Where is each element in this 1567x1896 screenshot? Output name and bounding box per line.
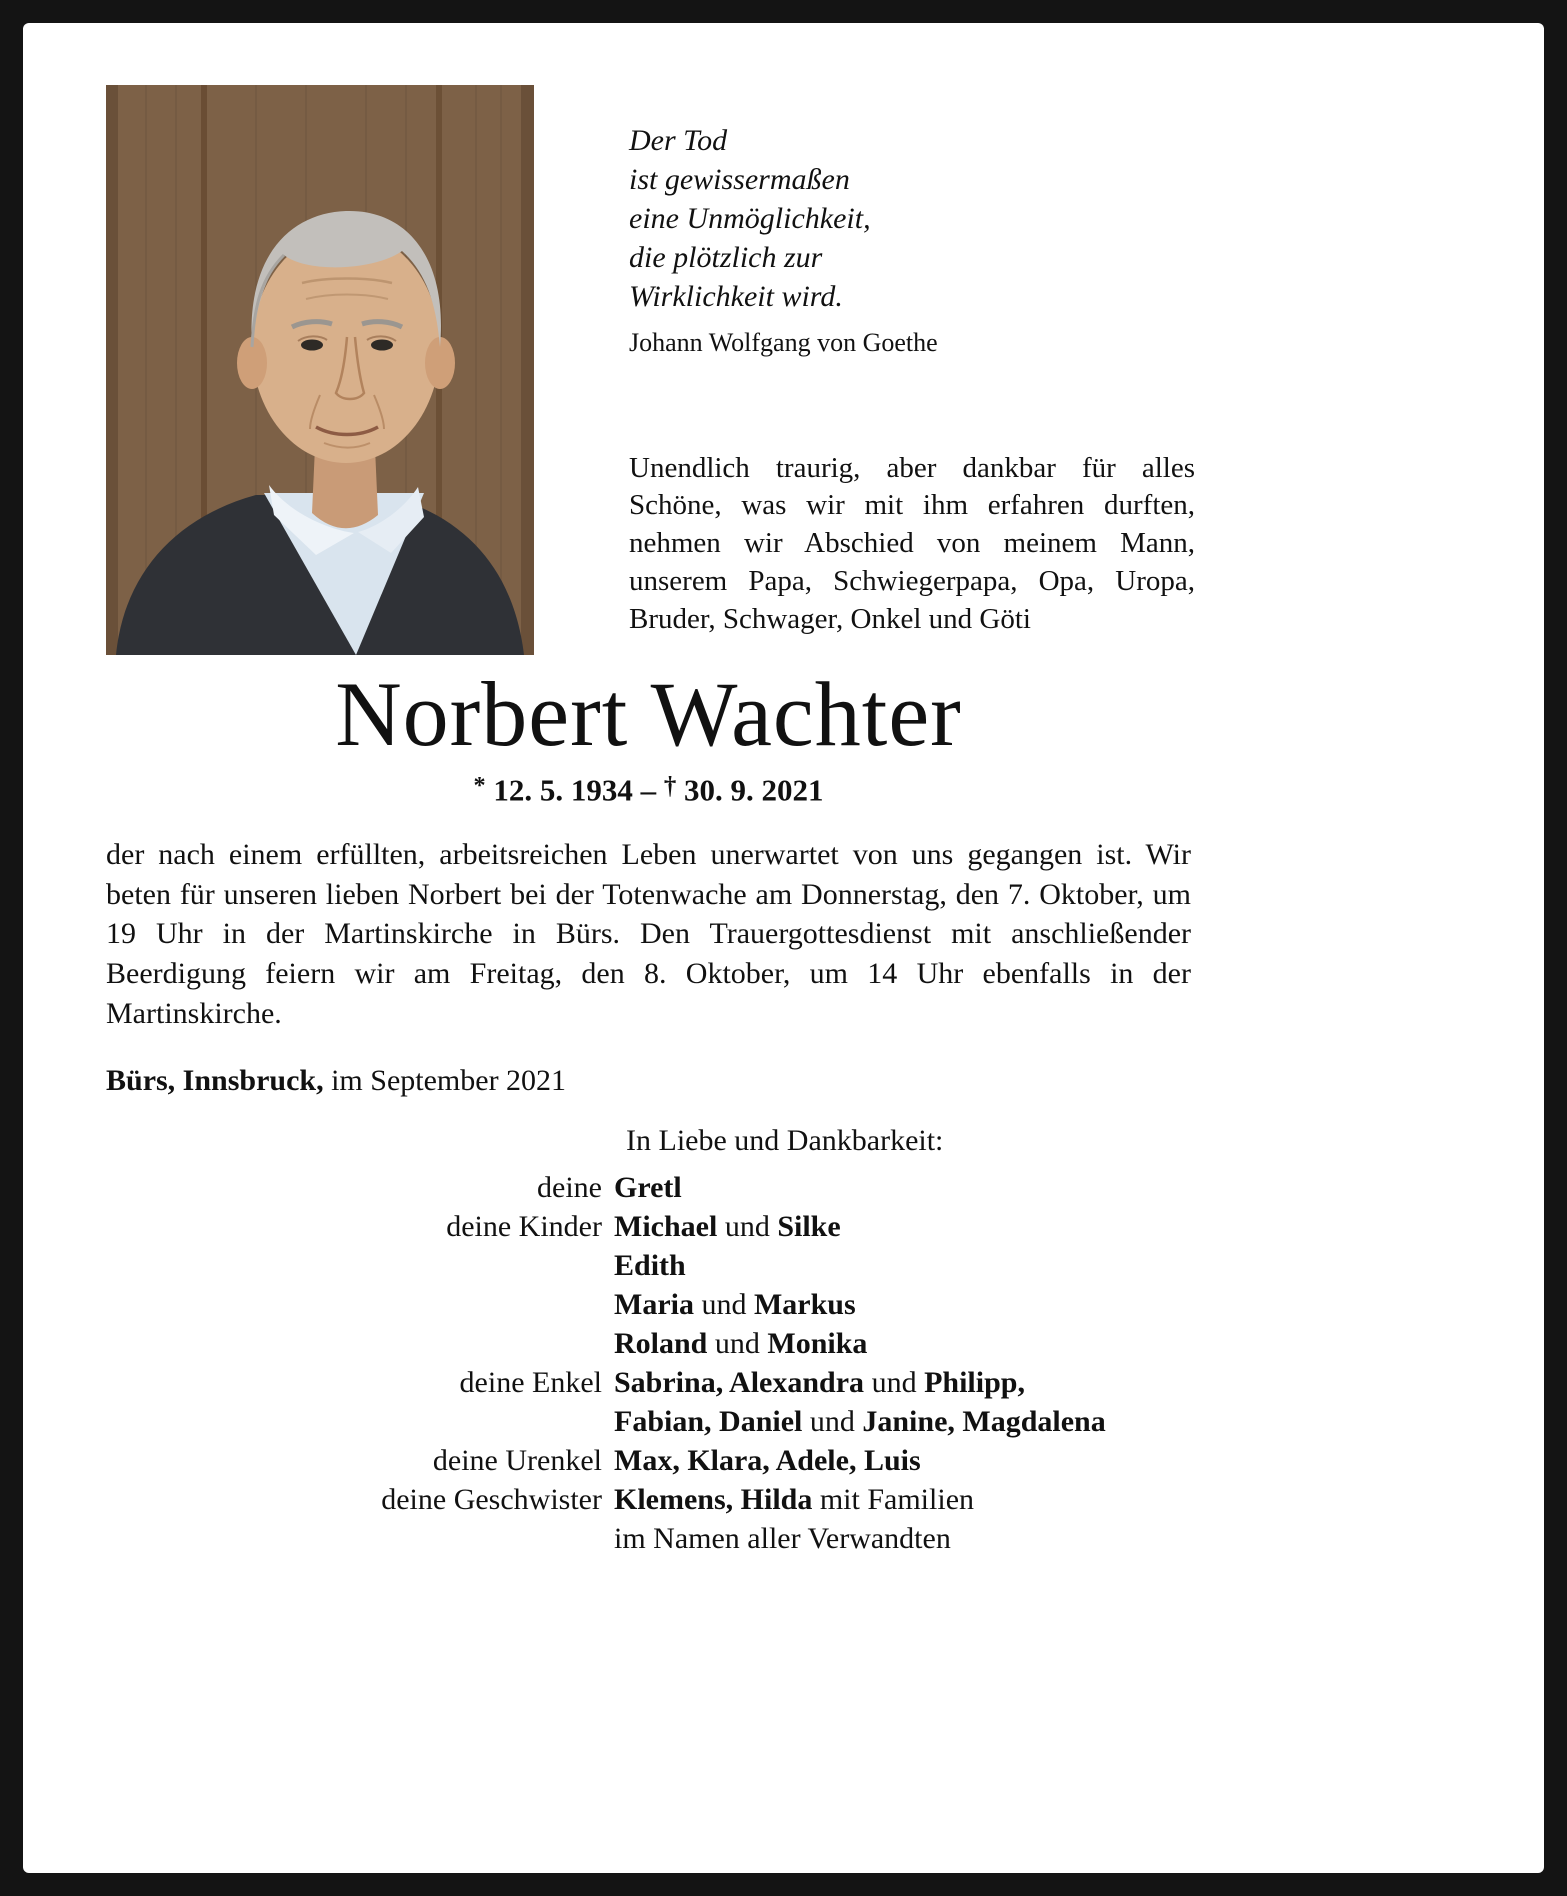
family-member-name: Fabian, Daniel [614, 1405, 803, 1439]
death-date: 30. 9. 2021 [684, 772, 824, 808]
family-line [106, 1207, 1191, 1246]
quote-attribution: Johann Wolfgang von Goethe [629, 328, 938, 357]
family-label: deine Enkel [459, 1366, 602, 1400]
family-names [614, 1246, 686, 1285]
family-label: deine [537, 1171, 602, 1205]
family-label: deine Kinder [446, 1210, 602, 1244]
family-line [106, 1168, 1191, 1207]
family-member-name: Edith [614, 1249, 686, 1283]
family-names [614, 1441, 921, 1480]
family-names [614, 1168, 682, 1207]
family-names [614, 1285, 856, 1324]
family-member-name: Markus [753, 1288, 856, 1322]
family-member-name: Michael [614, 1210, 718, 1244]
quote-and-intro-column [629, 85, 1195, 638]
place-date-line [106, 1064, 1191, 1098]
family-label: deine Geschwister [381, 1483, 602, 1517]
family-line [106, 1441, 1191, 1480]
family-text: und [802, 1405, 863, 1439]
family-names [614, 1324, 867, 1363]
portrait-photo [106, 85, 534, 655]
family-names [614, 1402, 1106, 1441]
family-member-name: Klemens, Hilda [614, 1483, 813, 1517]
life-dates [106, 772, 1191, 808]
dates-separator: – [640, 772, 657, 808]
top-section [106, 85, 1484, 655]
family-text: und [864, 1366, 925, 1400]
quote-line: Der Tod [629, 124, 728, 157]
family-member-name: Janine, Magdalena [862, 1405, 1106, 1439]
family-line [106, 1324, 1191, 1363]
intro-text: Unendlich traurig, aber dankbar für alles Schöne, was wir mit ihm erfahren durften, nehmen wir Abschied von meinem Mann, unserem Papa, Schwiegerpapa, Opa, Uropa, Bruder, Schwager, Onkel und Göti [629, 451, 1195, 635]
family-text: und [693, 1288, 754, 1322]
family-text: und [717, 1210, 778, 1244]
family-label [106, 1402, 614, 1441]
family-text: mit Familien [812, 1483, 975, 1517]
announcement-text: der nach einem erfüllten, arbeitsreichen Leben unerwartet von uns gegangen ist. Wir beten für unseren lieben Norbert bei der Totenwache am Donnerstag, den 7. Oktober, um 19 Uhr in der Martinskirche in Bürs. Den Trauergottesdienst mit anschließender Beerdigung feiern wir am Freitag, den 8. Oktober, um 14 Uhr ebenfalls in der Martinskirche. [106, 837, 1191, 1031]
family-member-name: Max, Klara, Adele, Luis [614, 1444, 921, 1478]
family-member-name: Gretl [614, 1171, 682, 1205]
main-content [106, 665, 1191, 1558]
family-member-name: Roland [614, 1327, 708, 1361]
obituary-card [23, 23, 1544, 1873]
family-line [106, 1363, 1191, 1402]
family-line [106, 1480, 1191, 1519]
family-line [106, 1519, 1191, 1558]
quote-line: eine Unmöglichkeit, [629, 202, 871, 235]
quote-text [629, 121, 1195, 316]
place-names: Bürs, Innsbruck, [106, 1064, 324, 1098]
family-names [614, 1480, 974, 1519]
family-label: deine Urenkel [432, 1444, 602, 1478]
family-label [106, 1519, 614, 1558]
family-text: im Namen aller Verwandten [614, 1522, 951, 1556]
family-names [614, 1207, 841, 1246]
family-member-name: Monika [767, 1327, 868, 1361]
closing-heading: In Liebe und Dankbarkeit: [626, 1124, 944, 1158]
family-line [106, 1246, 1191, 1285]
family-label [106, 1246, 614, 1285]
birth-date: 12. 5. 1934 [493, 772, 633, 808]
family-member-name: Sabrina, Alexandra [614, 1366, 865, 1400]
family-line [106, 1402, 1191, 1441]
quote-line: Wirklichkeit wird. [629, 280, 843, 313]
place-date: im September 2021 [331, 1064, 567, 1098]
family-label [106, 1324, 614, 1363]
family-label [106, 1285, 614, 1324]
family-line [106, 1285, 1191, 1324]
birth-symbol: * [473, 772, 486, 800]
family-names [614, 1519, 951, 1558]
portrait-photo-image [106, 85, 534, 655]
death-symbol: † [663, 772, 677, 800]
quote-line: ist gewissermaßen [629, 163, 850, 196]
family-text: und [707, 1327, 768, 1361]
quote-line: die plötzlich zur [629, 241, 823, 274]
family-member-name: Silke [777, 1210, 841, 1244]
family-member-name: Philipp, [924, 1366, 1025, 1400]
deceased-name: Norbert Wachter [335, 663, 962, 765]
family-list [106, 1168, 1191, 1558]
family-member-name: Maria [614, 1288, 694, 1322]
family-names [614, 1363, 1025, 1402]
